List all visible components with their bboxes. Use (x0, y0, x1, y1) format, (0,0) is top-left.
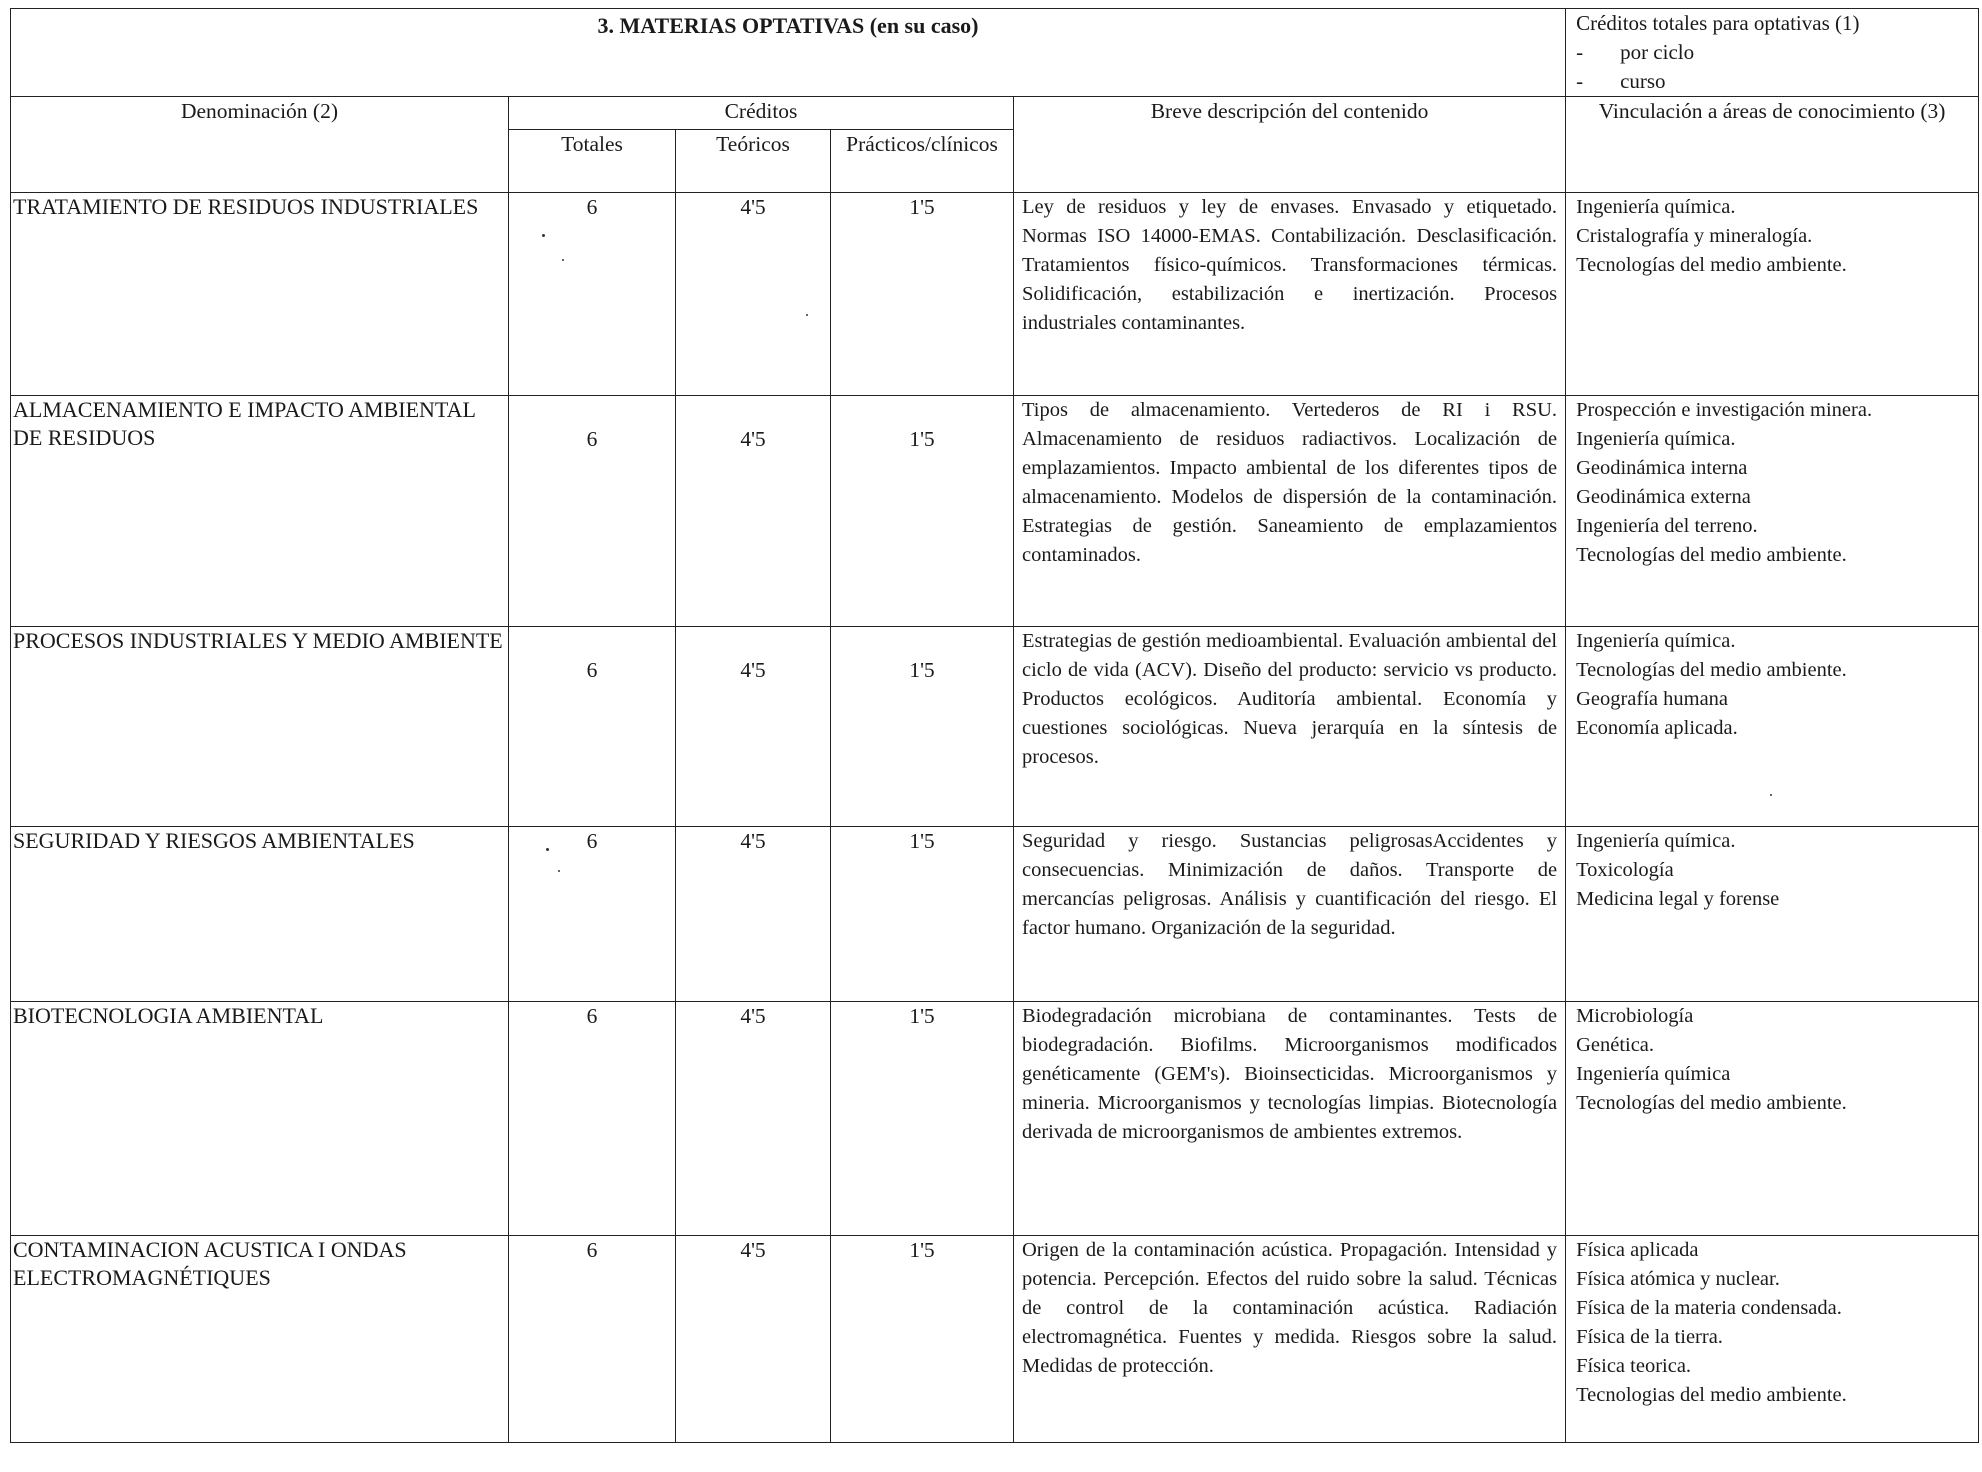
column-header-teoricos: Teóricos (676, 130, 831, 193)
area-item: Geografía humana (1576, 688, 1729, 710)
subject-name: ALMACENAMIENTO E IMPACTO AMBIENTAL DE RESIDUOS (11, 396, 509, 627)
subject-name: SEGURIDAD Y RIESGOS AMBIENTALES (11, 827, 509, 1002)
column-header-denominacion: Denominación (2) (11, 97, 509, 193)
area-item: Física atómica y nuclear. (1576, 1268, 1780, 1290)
table-title-row (11, 9, 1979, 97)
area-item: Genética. (1576, 1034, 1655, 1056)
scan-speck (562, 259, 564, 261)
credits-practicos: 1'5 (831, 1236, 1014, 1443)
scan-speck (542, 234, 545, 237)
credits-teoricos: 4'5 (676, 396, 831, 627)
credits-total-item: - curso (1576, 69, 1666, 93)
area-item: Ingeniería química. (1576, 630, 1736, 652)
area-item: Tecnologías del medio ambiente. (1576, 254, 1847, 276)
area-item: Ingeniería química. (1576, 428, 1736, 450)
column-header-totales: Totales (509, 130, 676, 193)
knowledge-areas (1566, 827, 1979, 1002)
credits-teoricos: 4'5 (676, 1236, 831, 1443)
area-item: Tecnologías del medio ambiente. (1576, 544, 1847, 566)
column-header-vinculacion: Vinculación a áreas de conocimiento (3) (1566, 97, 1979, 193)
table-row (11, 1002, 1979, 1236)
column-header-creditos: Créditos (509, 97, 1014, 130)
knowledge-areas (1566, 193, 1979, 396)
subject-name: PROCESOS INDUSTRIALES Y MEDIO AMBIENTE (11, 627, 509, 827)
scan-speck (558, 870, 560, 872)
knowledge-areas (1566, 396, 1979, 627)
area-item: Geodinámica externa (1576, 486, 1751, 508)
credits-teoricos: 4'5 (676, 827, 831, 1002)
area-item: Medicina legal y forense (1576, 888, 1780, 910)
credits-practicos: 1'5 (831, 193, 1014, 396)
scan-speck (806, 314, 808, 316)
subject-description: Tipos de almacenamiento. Vertederos de RI i RSU. Almacenamiento de residuos radiactivos. Localización de emplazamientos. Impacto ambiental de los diferentes tipos de almacenamiento. Modelos de dispersión de la contaminación. Estrategias de gestión. Saneamiento de emplazamientos contaminados. (1014, 396, 1566, 627)
area-item: Tecnologias del medio ambiente. (1576, 1384, 1847, 1406)
credits-practicos: 1'5 (831, 1002, 1014, 1236)
area-item: Ingeniería del terreno. (1576, 515, 1758, 537)
credits-teoricos: 4'5 (676, 193, 831, 396)
knowledge-areas (1566, 1236, 1979, 1443)
area-item: Física aplicada (1576, 1239, 1699, 1261)
credits-total-box (1566, 9, 1979, 97)
table-row (11, 1236, 1979, 1443)
table-row (11, 627, 1979, 827)
area-item: Cristalografía y mineralogía. (1576, 225, 1813, 247)
credits-totales: 6 (509, 1002, 676, 1236)
credits-teoricos: 4'5 (676, 1002, 831, 1236)
subject-name: BIOTECNOLOGIA AMBIENTAL (11, 1002, 509, 1236)
column-header-descripcion: Breve descripción del contenido (1014, 97, 1566, 193)
table-title: 3. MATERIAS OPTATIVAS (en su caso) (11, 9, 1566, 97)
area-item: Tecnologías del medio ambiente. (1576, 659, 1847, 681)
credits-totales: 6 (509, 827, 676, 1002)
subject-description: Ley de residuos y ley de envases. Envasado y etiquetado. Normas ISO 14000-EMAS. Contabilización. Desclasificación. Tratamientos físico-químicos. Transformaciones térmicas. Solidificación, estabilización e inertización. Procesos industriales contaminantes. (1014, 193, 1566, 396)
subject-description: Estrategias de gestión medioambiental. Evaluación ambiental del ciclo de vida (ACV). Diseño del producto: servicio vs producto. Productos ecológicos. Auditoría ambiental. Economía y cuestiones sociológicas. Nueva jerarquía en la síntesis de procesos. (1014, 627, 1566, 827)
credits-totales: 6 (509, 627, 676, 827)
area-item: Ingeniería química (1576, 1063, 1731, 1085)
credits-total-item: - por ciclo (1576, 40, 1695, 64)
optional-subjects-table (10, 8, 1979, 1443)
area-item: Economía aplicada. (1576, 717, 1738, 739)
table-row (11, 193, 1979, 396)
subject-description: Biodegradación microbiana de contaminantes. Tests de biodegradación. Biofilms. Microorganismos modificados genéticamente (GEM's). Bioinsecticidas. Microorganismos y mineria. Microorganismos y tecnologías limpias. Biotecnología derivada de microorganismos de ambientes extremos. (1014, 1002, 1566, 1236)
credits-practicos: 1'5 (831, 827, 1014, 1002)
credits-total-label: Créditos totales para optativas (1) (1576, 11, 1860, 35)
column-header-practicos: Prácticos/clínicos (831, 130, 1014, 193)
credits-practicos: 1'5 (831, 396, 1014, 627)
table-row (11, 396, 1979, 627)
document-sheet (10, 8, 1978, 1440)
area-item: Ingeniería química. (1576, 196, 1736, 218)
area-item: Física de la materia condensada. (1576, 1297, 1842, 1319)
credits-totales: 6 (509, 396, 676, 627)
subject-description: Origen de la contaminación acústica. Propagación. Intensidad y potencia. Percepción. Efectos del ruido sobre la salud. Técnicas de control de la contaminación acústica. Radiación electromagnética. Fuentes y medida. Riesgos sobre la salud. Medidas de protección. (1014, 1236, 1566, 1443)
credits-teoricos: 4'5 (676, 627, 831, 827)
credits-totales: 6 (509, 1236, 676, 1443)
area-item: Microbiología (1576, 1005, 1694, 1027)
area-item: Física teorica. (1576, 1355, 1692, 1377)
area-item: Geodinámica interna (1576, 457, 1748, 479)
column-header-row (11, 97, 1979, 130)
area-item: Ingeniería química. (1576, 830, 1736, 852)
subject-name: TRATAMIENTO DE RESIDUOS INDUSTRIALES (11, 193, 509, 396)
scan-speck (546, 848, 549, 851)
area-item: Física de la tierra. (1576, 1326, 1723, 1348)
knowledge-areas (1566, 1002, 1979, 1236)
area-item: Tecnologías del medio ambiente. (1576, 1092, 1847, 1114)
subject-description: Seguridad y riesgo. Sustancias peligrosasAccidentes y consecuencias. Minimización de daños. Transporte de mercancías peligrosas. Análisis y cuantificación del riesgo. El factor humano. Organización de la seguridad. (1014, 827, 1566, 1002)
subject-name: CONTAMINACION ACUSTICA I ONDAS ELECTROMAGNÉTIQUES (11, 1236, 509, 1443)
scan-speck (1770, 794, 1772, 796)
knowledge-areas (1566, 627, 1979, 827)
area-item: Toxicología (1576, 859, 1674, 881)
area-item: Prospección e investigación minera. (1576, 399, 1873, 421)
table-row (11, 827, 1979, 1002)
credits-totales: 6 (509, 193, 676, 396)
credits-practicos: 1'5 (831, 627, 1014, 827)
